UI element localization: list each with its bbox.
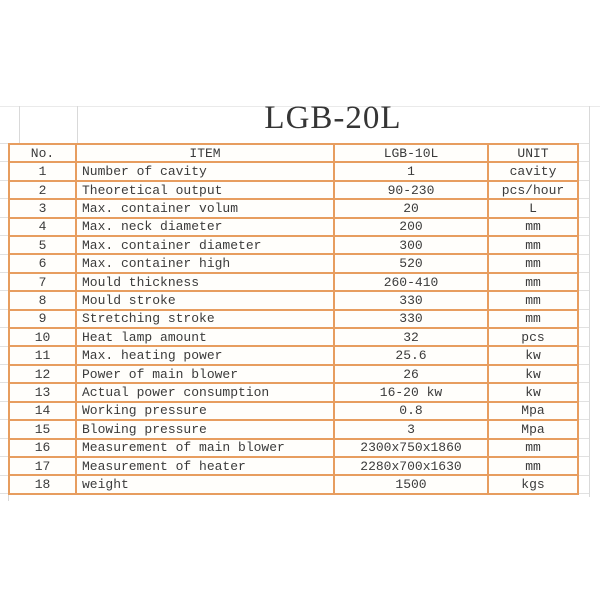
- gridline: [0, 456, 8, 457]
- cell-value: 330: [334, 310, 488, 328]
- gridline: [0, 180, 8, 181]
- cell-item: Max. container diameter: [76, 236, 334, 254]
- gridline: [0, 438, 8, 439]
- cell-unit: mm: [488, 439, 578, 457]
- spec-table: [8, 143, 579, 495]
- cell-item: Max. container volum: [76, 199, 334, 217]
- cell-unit: mm: [488, 310, 578, 328]
- gridline: [0, 217, 8, 218]
- cell-no: 6: [9, 254, 76, 272]
- cell-item: Max. heating power: [76, 346, 334, 364]
- cell-no: 13: [9, 383, 76, 401]
- cell-no: 5: [9, 236, 76, 254]
- gridline: [0, 235, 8, 236]
- gridline: [0, 290, 8, 291]
- column-header-model: LGB-10L: [334, 144, 488, 162]
- gridline: [0, 272, 8, 273]
- cell-value: 90-230: [334, 181, 488, 199]
- cell-unit: mm: [488, 218, 578, 236]
- table-header-row: [9, 144, 578, 162]
- cell-unit: mm: [488, 236, 578, 254]
- cell-item: Heat lamp amount: [76, 328, 334, 346]
- gridline: [0, 364, 8, 365]
- cell-unit: kw: [488, 365, 578, 383]
- cell-item: Stretching stroke: [76, 310, 334, 328]
- cell-item: Mould stroke: [76, 291, 334, 309]
- table-row: [9, 254, 578, 272]
- cell-value: 2300x750x1860: [334, 439, 488, 457]
- table-row: [9, 199, 578, 217]
- table-row: [9, 383, 578, 401]
- cell-value: 25.6: [334, 346, 488, 364]
- cell-value: 2280x700x1630: [334, 457, 488, 475]
- gridline: [0, 254, 8, 255]
- cell-value: 200: [334, 218, 488, 236]
- table-row: [9, 291, 578, 309]
- cell-item: Measurement of main blower: [76, 439, 334, 457]
- table-row: [9, 328, 578, 346]
- cell-value: 330: [334, 291, 488, 309]
- cell-unit: Mpa: [488, 402, 578, 420]
- gridline: [0, 309, 8, 310]
- table-row: [9, 365, 578, 383]
- gridline: [0, 382, 8, 383]
- gridline: [0, 475, 8, 476]
- cell-unit: mm: [488, 254, 578, 272]
- gridline: [19, 106, 20, 143]
- cell-value: 260-410: [334, 273, 488, 291]
- cell-value: 32: [334, 328, 488, 346]
- gridline: [0, 198, 8, 199]
- table-row: [9, 273, 578, 291]
- table-row: [9, 162, 578, 180]
- gridline: [0, 161, 8, 162]
- gridline: [0, 143, 8, 144]
- cell-value: 1: [334, 162, 488, 180]
- table-row: [9, 346, 578, 364]
- cell-item: Blowing pressure: [76, 420, 334, 438]
- cell-no: 9: [9, 310, 76, 328]
- cell-value: 0.8: [334, 402, 488, 420]
- cell-value: 26: [334, 365, 488, 383]
- gridline: [0, 493, 8, 494]
- table-row: [9, 236, 578, 254]
- cell-no: 1: [9, 162, 76, 180]
- cell-item: weight: [76, 475, 334, 493]
- spec-table-body: [9, 162, 578, 493]
- table-row: [9, 402, 578, 420]
- cell-unit: pcs/hour: [488, 181, 578, 199]
- cell-value: 1500: [334, 475, 488, 493]
- gridline: [0, 327, 8, 328]
- cell-no: 12: [9, 365, 76, 383]
- cell-item: Working pressure: [76, 402, 334, 420]
- cell-value: 300: [334, 236, 488, 254]
- table-row: [9, 310, 578, 328]
- cell-no: 10: [9, 328, 76, 346]
- column-header-unit: UNIT: [488, 144, 578, 162]
- cell-no: 11: [9, 346, 76, 364]
- cell-value: 20: [334, 199, 488, 217]
- column-header-no: No.: [9, 144, 76, 162]
- gridline: [0, 419, 8, 420]
- page-title: LGB-20L: [264, 100, 402, 136]
- table-row: [9, 420, 578, 438]
- cell-no: 3: [9, 199, 76, 217]
- cell-unit: kw: [488, 346, 578, 364]
- cell-value: 16-20 kw: [334, 383, 488, 401]
- cell-unit: mm: [488, 273, 578, 291]
- cell-no: 7: [9, 273, 76, 291]
- gridline: [0, 346, 8, 347]
- cell-item: Number of cavity: [76, 162, 334, 180]
- cell-item: Measurement of heater: [76, 457, 334, 475]
- cell-no: 15: [9, 420, 76, 438]
- gridline: [0, 401, 8, 402]
- cell-item: Mould thickness: [76, 273, 334, 291]
- cell-no: 16: [9, 439, 76, 457]
- cell-no: 4: [9, 218, 76, 236]
- cell-no: 17: [9, 457, 76, 475]
- table-row: [9, 457, 578, 475]
- cell-item: Theoretical output: [76, 181, 334, 199]
- cell-no: 2: [9, 181, 76, 199]
- table-row: [9, 181, 578, 199]
- cell-no: 14: [9, 402, 76, 420]
- cell-value: 3: [334, 420, 488, 438]
- cell-no: 8: [9, 291, 76, 309]
- column-header-item: ITEM: [76, 144, 334, 162]
- table-row: [9, 218, 578, 236]
- cell-item: Max. neck diameter: [76, 218, 334, 236]
- cell-item: Max. container high: [76, 254, 334, 272]
- cell-unit: kgs: [488, 475, 578, 493]
- cell-unit: mm: [488, 291, 578, 309]
- cell-item: Actual power consumption: [76, 383, 334, 401]
- cell-unit: mm: [488, 457, 578, 475]
- cell-no: 18: [9, 475, 76, 493]
- cell-unit: cavity: [488, 162, 578, 180]
- cell-unit: L: [488, 199, 578, 217]
- table-row: [9, 475, 578, 493]
- cell-unit: kw: [488, 383, 578, 401]
- cell-item: Power of main blower: [76, 365, 334, 383]
- cell-unit: Mpa: [488, 420, 578, 438]
- table-row: [9, 439, 578, 457]
- cell-unit: pcs: [488, 328, 578, 346]
- cell-value: 520: [334, 254, 488, 272]
